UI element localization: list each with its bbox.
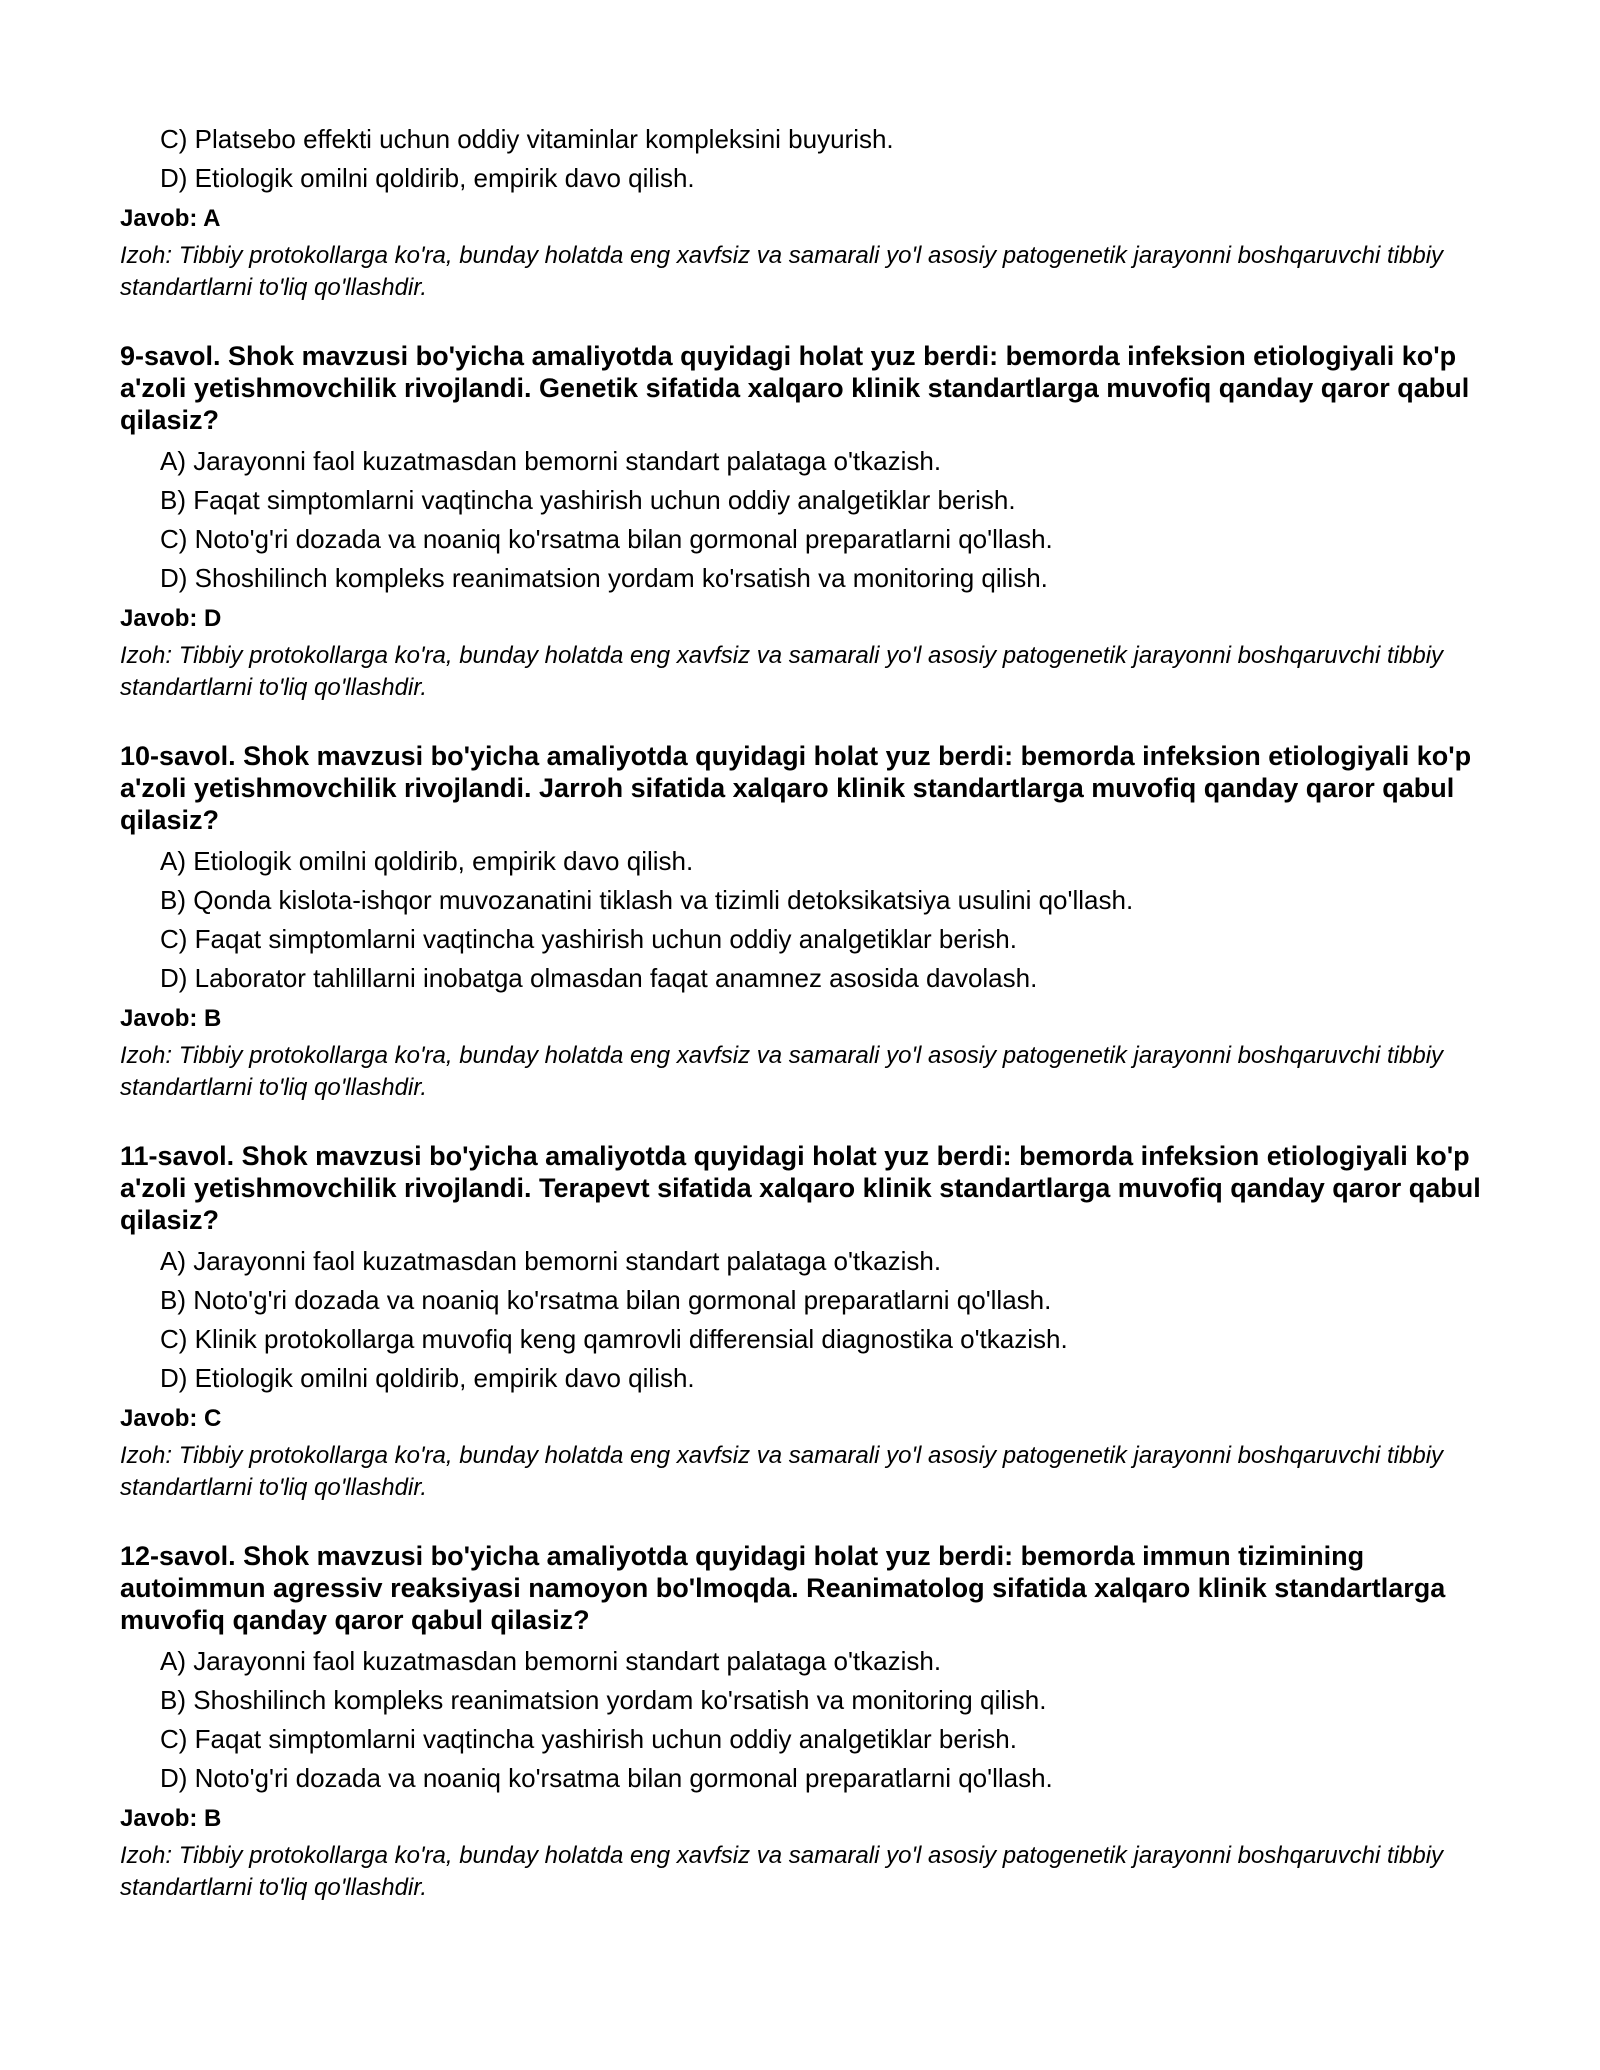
- option-a: A) Jarayonni faol kuzatmasdan bemorni standart palataga o'tkazish.: [160, 1246, 942, 1276]
- question-text: 11-savol. Shok mavzusi bo'yicha amaliyotda quyidagi holat yuz berdi: bemorda infeksion etiologiyali ko'p a'zoli yetishmovchilik rivojlandi. Terapevt sifatida xalqaro klinik standartlarga muvofiq qanday qaror qabul qilasiz?: [120, 1141, 1481, 1235]
- option-d: D) Noto'g'ri dozada va noaniq ko'rsatma bilan gormonal preparatlarni qo'llash.: [160, 1763, 1053, 1793]
- question-12: [120, 1540, 1490, 1904]
- question-text: 9-savol. Shok mavzusi bo'yicha amaliyotda quyidagi holat yuz berdi: bemorda infeksion etiologiyali ko'p a'zoli yetishmovchilik rivojlandi. Genetik sifatida xalqaro klinik standartlarga muvofiq qanday qaror qabul qilasiz?: [120, 341, 1470, 435]
- option-c: C) Noto'g'ri dozada va noaniq ko'rsatma bilan gormonal preparatlarni qo'llash.: [160, 524, 1053, 554]
- explanation: Izoh: Tibbiy protokollarga ko'ra, bunday holatda eng xavfsiz va samarali yo'l asosiy patogenetik jarayonni boshqaruvchi tibbiy standartlarni to'liq qo'llashdir.: [120, 1442, 1444, 1501]
- answer: Javob: B: [120, 1005, 222, 1032]
- option-a: A) Jarayonni faol kuzatmasdan bemorni standart palataga o'tkazish.: [160, 446, 942, 476]
- answer: Javob: C: [120, 1405, 222, 1432]
- option-c: C) Faqat simptomlarni vaqtincha yashirish uchun oddiy analgetiklar berish.: [160, 1724, 1017, 1754]
- explanation: Izoh: Tibbiy protokollarga ko'ra, bunday holatda eng xavfsiz va samarali yo'l asosiy patogenetik jarayonni boshqaruvchi tibbiy standartlarni to'liq qo'llashdir.: [120, 1042, 1444, 1101]
- option-c: C) Faqat simptomlarni vaqtincha yashirish uchun oddiy analgetiklar berish.: [160, 924, 1017, 954]
- option-a: A) Jarayonni faol kuzatmasdan bemorni standart palataga o'tkazish.: [160, 1646, 942, 1676]
- option-c: C) Platsebo effekti uchun oddiy vitaminlar kompleksini buyurish.: [160, 124, 894, 154]
- option-b: B) Faqat simptomlarni vaqtincha yashirish uchun oddiy analgetiklar berish.: [160, 485, 1016, 515]
- question-11: [120, 1140, 1490, 1504]
- option-d: D) Laborator tahlillarni inobatga olmasdan faqat anamnez asosida davolash.: [160, 963, 1038, 993]
- question-text: 12-savol. Shok mavzusi bo'yicha amaliyotda quyidagi holat yuz berdi: bemorda immun tizimining autoimmun agressiv reaksiyasi namoyon bo'lmoqda. Reanimatolog sifatida xalqaro klinik standartlarga muvofiq qanday qaror qabul qilasiz?: [120, 1541, 1446, 1635]
- answer: Javob: A: [120, 205, 221, 232]
- answer: Javob: D: [120, 605, 222, 632]
- option-d: D) Etiologik omilni qoldirib, empirik davo qilish.: [160, 163, 695, 193]
- option-b: B) Noto'g'ri dozada va noaniq ko'rsatma bilan gormonal preparatlarni qo'llash.: [160, 1285, 1052, 1315]
- option-b: B) Qonda kislota-ishqor muvozanatini tiklash va tizimli detoksikatsiya usulini qo'llash.: [160, 885, 1134, 915]
- option-d: D) Etiologik omilni qoldirib, empirik davo qilish.: [160, 1363, 695, 1393]
- question-9: [120, 340, 1490, 704]
- explanation: Izoh: Tibbiy protokollarga ko'ra, bunday holatda eng xavfsiz va samarali yo'l asosiy patogenetik jarayonni boshqaruvchi tibbiy standartlarni to'liq qo'llashdir.: [120, 242, 1444, 301]
- option-d: D) Shoshilinch kompleks reanimatsion yordam ko'rsatish va monitoring qilish.: [160, 563, 1048, 593]
- option-c: C) Klinik protokollarga muvofiq keng qamrovli differensial diagnostika o'tkazish.: [160, 1324, 1068, 1354]
- question-8-continuation: [120, 120, 1490, 304]
- question-text: 10-savol. Shok mavzusi bo'yicha amaliyotda quyidagi holat yuz berdi: bemorda infeksion etiologiyali ko'p a'zoli yetishmovchilik rivojlandi. Jarroh sifatida xalqaro klinik standartlarga muvofiq qanday qaror qabul qilasiz?: [120, 741, 1472, 835]
- option-b: B) Shoshilinch kompleks reanimatsion yordam ko'rsatish va monitoring qilish.: [160, 1685, 1047, 1715]
- explanation: Izoh: Tibbiy protokollarga ko'ra, bunday holatda eng xavfsiz va samarali yo'l asosiy patogenetik jarayonni boshqaruvchi tibbiy standartlarni to'liq qo'llashdir.: [120, 642, 1444, 701]
- question-10: [120, 740, 1490, 1104]
- option-a: A) Etiologik omilni qoldirib, empirik davo qilish.: [160, 846, 694, 876]
- explanation: Izoh: Tibbiy protokollarga ko'ra, bunday holatda eng xavfsiz va samarali yo'l asosiy patogenetik jarayonni boshqaruvchi tibbiy standartlarni to'liq qo'llashdir.: [120, 1842, 1444, 1901]
- answer: Javob: B: [120, 1805, 222, 1832]
